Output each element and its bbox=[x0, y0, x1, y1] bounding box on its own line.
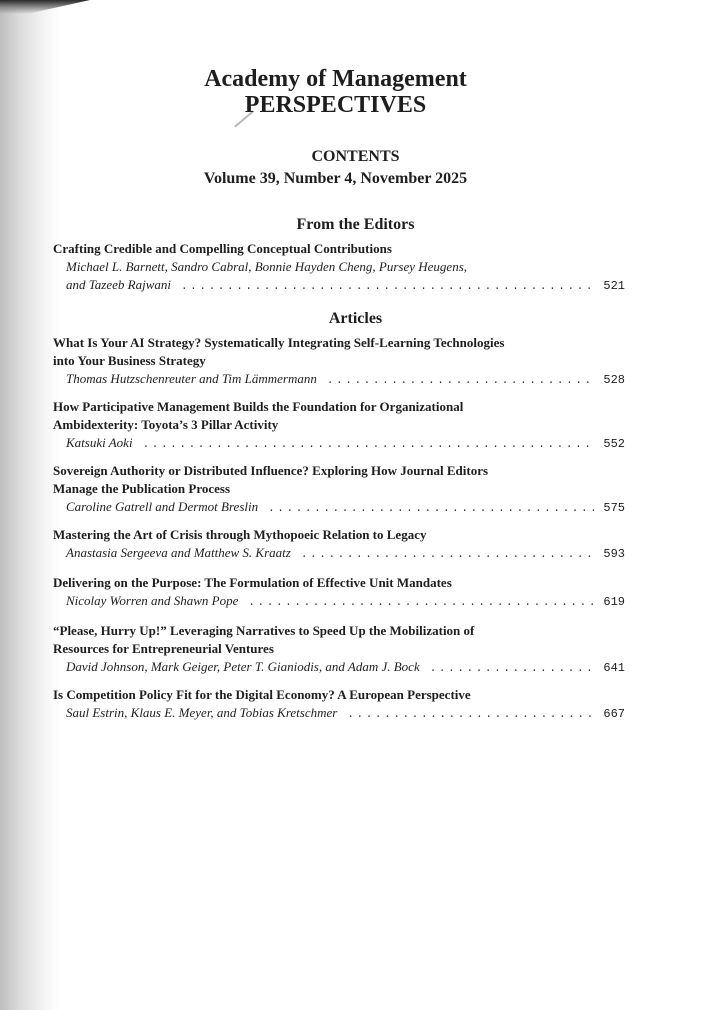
entry-authors: Thomas Hutzschenreuter and Tim Lämmermann bbox=[66, 371, 317, 386]
entry-authors: Michael L. Barnett, Sandro Cabral, Bonnie Hayden Cheng, Pursey Heugens, bbox=[66, 259, 468, 274]
page-number: 593 bbox=[603, 547, 625, 561]
toc-entry[interactable] bbox=[53, 526, 625, 564]
page-number: 521 bbox=[603, 279, 625, 293]
entry-title[interactable]: Is Competition Policy Fit for the Digital Economy? A European Perspective bbox=[53, 687, 471, 702]
entry-authors: David Johnson, Mark Geiger, Peter T. Gianiodis, and Adam J. Bock bbox=[66, 659, 420, 674]
page-number: 667 bbox=[603, 707, 625, 721]
entry-title-cont[interactable]: into Your Business Strategy bbox=[53, 353, 206, 368]
dot-leader bbox=[181, 278, 595, 296]
dot-leader bbox=[268, 500, 595, 518]
toc-entry[interactable] bbox=[53, 686, 625, 724]
entry-authors: Nicolay Worren and Shawn Pope bbox=[66, 593, 239, 608]
entry-authors: Saul Estrin, Klaus E. Meyer, and Tobias Kretschmer bbox=[66, 705, 338, 720]
toc-entry[interactable] bbox=[53, 574, 625, 612]
section-heading-articles: Articles bbox=[328, 310, 383, 327]
page-number: 619 bbox=[603, 595, 625, 609]
dot-leader bbox=[248, 594, 595, 612]
entry-authors: Anastasia Sergeeva and Matthew S. Kraatz bbox=[66, 545, 291, 560]
dot-leader bbox=[301, 546, 596, 564]
journal-subtitle: PERSPECTIVES bbox=[244, 92, 427, 118]
contents-heading: CONTENTS bbox=[311, 148, 400, 165]
dot-leader bbox=[347, 706, 595, 724]
entry-title[interactable]: Crafting Credible and Compelling Conceptual Contributions bbox=[53, 241, 392, 256]
entry-title[interactable]: What Is Your AI Strategy? Systematically Integrating Self-Learning Technologies bbox=[53, 335, 505, 350]
issue-line: Volume 39, Number 4, November 2025 bbox=[203, 170, 468, 187]
entry-title[interactable]: Sovereign Authority or Distributed Influence? Exploring How Journal Editors bbox=[53, 463, 489, 478]
entry-title[interactable]: How Participative Management Builds the Foundation for Organizational bbox=[53, 399, 464, 414]
entry-title[interactable]: Mastering the Art of Crisis through Mythopoeic Relation to Legacy bbox=[53, 527, 427, 542]
page-number: 575 bbox=[603, 501, 625, 515]
page-number: 552 bbox=[603, 437, 625, 451]
toc-entry[interactable] bbox=[53, 334, 625, 390]
dot-leader bbox=[143, 436, 596, 454]
entry-title-cont[interactable]: Manage the Publication Process bbox=[53, 481, 231, 496]
entry-authors: and Tazeeb Rajwani bbox=[66, 277, 171, 292]
toc-entry[interactable] bbox=[53, 622, 625, 678]
entry-title[interactable]: “Please, Hurry Up!” Leveraging Narratives to Speed Up the Mobilization of bbox=[53, 623, 475, 638]
entry-title[interactable]: Delivering on the Purpose: The Formulation of Effective Unit Mandates bbox=[53, 575, 452, 590]
section-heading-from-the-editors: From the Editors bbox=[296, 216, 415, 233]
entry-title-cont[interactable]: Resources for Entrepreneurial Ventures bbox=[53, 641, 274, 656]
page-number: 641 bbox=[603, 661, 625, 675]
toc-entry[interactable] bbox=[53, 240, 625, 296]
entry-title-cont[interactable]: Ambidexterity: Toyota’s 3 Pillar Activity bbox=[53, 417, 279, 432]
dot-leader bbox=[327, 372, 596, 390]
page-number: 528 bbox=[603, 373, 625, 387]
toc-entry[interactable] bbox=[53, 398, 625, 454]
journal-title: Academy of Management bbox=[204, 66, 467, 92]
entry-authors: Caroline Gatrell and Dermot Breslin bbox=[66, 499, 259, 514]
entry-authors: Katsuki Aoki bbox=[66, 435, 133, 450]
dot-leader bbox=[430, 660, 596, 678]
toc-entry[interactable] bbox=[53, 462, 625, 518]
